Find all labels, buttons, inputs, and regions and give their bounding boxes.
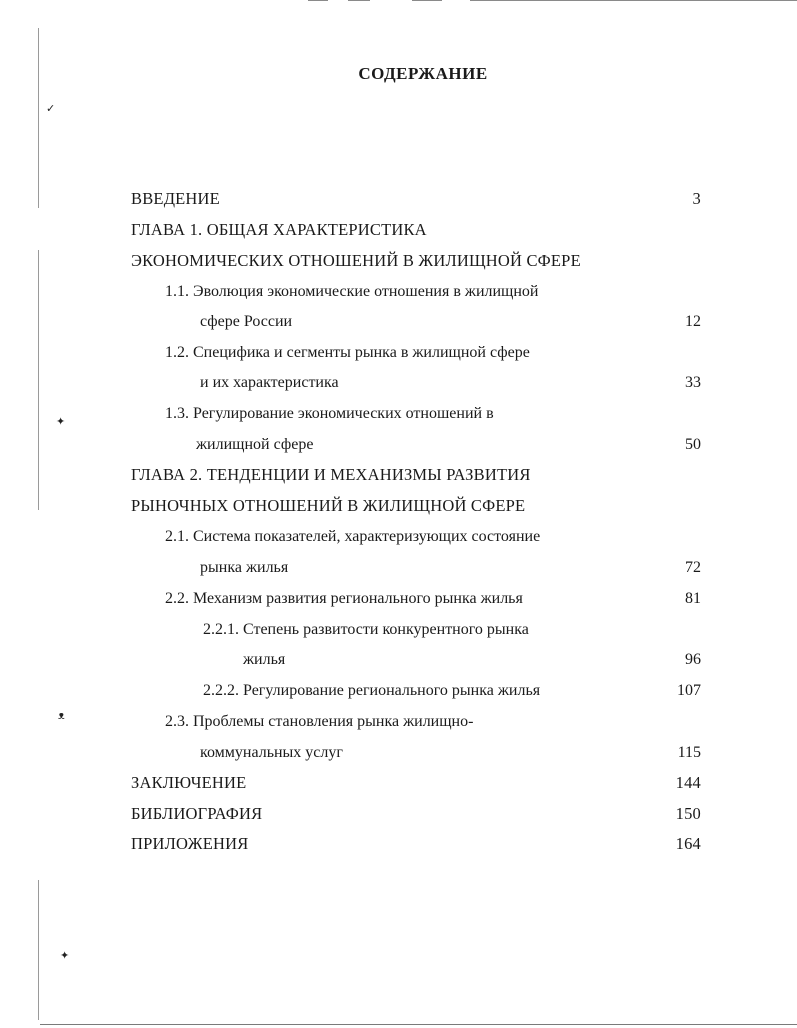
toc-section-2-2 bbox=[131, 587, 701, 611]
toc-page-number: 33 bbox=[685, 374, 701, 391]
toc-entry-label: 1.2. Специфика и сегменты рынка в жилищной сфере bbox=[165, 344, 530, 361]
toc-entry-label: 2.2.1. Степень развитости конкурентного рынка bbox=[203, 621, 529, 638]
toc-chapter-2-cont bbox=[131, 494, 701, 518]
toc-entry-label: 2.2. Механизм развития регионального рынка жилья bbox=[165, 590, 523, 607]
toc-page-number: 150 bbox=[675, 804, 701, 823]
toc-page-number: 81 bbox=[685, 590, 701, 607]
toc-entry-label: ГЛАВА 2. ТЕНДЕНЦИИ И МЕХАНИЗМЫ РАЗВИТИЯ bbox=[131, 465, 531, 484]
toc-entry-label: ГЛАВА 1. ОБЩАЯ ХАРАКТЕРИСТИКА bbox=[131, 220, 427, 239]
toc-entry-label: РЫНОЧНЫХ ОТНОШЕНИЙ В ЖИЛИЩНОЙ СФЕРЕ bbox=[131, 496, 526, 515]
toc-entry-conclusion bbox=[131, 771, 701, 795]
toc-section-2-3-cont bbox=[131, 741, 701, 765]
toc-section-2-2-2 bbox=[131, 679, 701, 703]
toc-section-1-3 bbox=[131, 402, 701, 426]
toc-entry-label: БИБЛИОГРАФИЯ bbox=[131, 804, 263, 823]
toc-chapter-1 bbox=[131, 218, 701, 242]
toc-entry-bibliography bbox=[131, 802, 701, 826]
toc-page-number: 96 bbox=[685, 651, 701, 668]
toc-page-number: 164 bbox=[675, 834, 701, 853]
toc-entry-intro bbox=[131, 187, 701, 211]
toc-entry-label: 2.3. Проблемы становления рынка жилищно- bbox=[165, 713, 474, 730]
scan-edge-line bbox=[348, 0, 370, 1]
toc-section-1-3-cont bbox=[131, 433, 701, 457]
toc-entry-label: 1.1. Эволюция экономические отношения в жилищной bbox=[165, 283, 539, 300]
toc-section-1-1 bbox=[131, 280, 701, 304]
toc-entry-appendices bbox=[131, 832, 701, 856]
scan-speck-icon: ᴥ bbox=[58, 709, 65, 722]
toc-entry-label: сфере России bbox=[200, 313, 293, 330]
toc-entry-label: ЭКОНОМИЧЕСКИХ ОТНОШЕНИЙ В ЖИЛИЩНОЙ СФЕРЕ bbox=[131, 251, 581, 270]
toc-entry-label: жилищной сфере bbox=[196, 436, 314, 453]
toc-entry-label: и их характеристика bbox=[200, 374, 339, 391]
toc-section-2-1-cont bbox=[131, 556, 701, 580]
toc-section-2-2-1 bbox=[131, 618, 701, 642]
toc-page-number: 107 bbox=[677, 682, 701, 699]
scan-edge-line bbox=[470, 0, 797, 1]
toc-entry-label: жилья bbox=[243, 651, 286, 668]
toc-entry-label: ЗАКЛЮЧЕНИЕ bbox=[131, 773, 247, 792]
scan-edge-line bbox=[308, 0, 328, 1]
toc-section-1-2-cont bbox=[131, 371, 701, 395]
toc-chapter-1-cont bbox=[131, 249, 701, 273]
toc-section-1-1-cont bbox=[131, 310, 701, 334]
toc-page-number: 50 bbox=[685, 436, 701, 453]
left-margin-line bbox=[38, 28, 39, 208]
page-title: СОДЕРЖАНИЕ bbox=[358, 64, 488, 83]
toc-section-2-3 bbox=[131, 710, 701, 734]
toc-entry-label: ПРИЛОЖЕНИЯ bbox=[131, 834, 249, 853]
toc-section-2-2-1-cont bbox=[131, 648, 701, 672]
bottom-rule bbox=[40, 1024, 797, 1025]
toc-chapter-2 bbox=[131, 463, 701, 487]
scan-speck-icon: ✓ bbox=[46, 102, 56, 115]
toc-entry-label: 1.3. Регулирование экономических отношений в bbox=[165, 405, 494, 422]
toc-section-1-2 bbox=[131, 341, 701, 365]
toc-entry-label: 2.1. Система показателей, характеризующих состояние bbox=[165, 528, 541, 545]
toc-entry-label: рынка жилья bbox=[200, 559, 289, 576]
scan-speck-icon: ✦ bbox=[60, 949, 70, 962]
toc-entry-label: 2.2.2. Регулирование регионального рынка жилья bbox=[203, 682, 541, 699]
toc-section-2-1 bbox=[131, 525, 701, 549]
toc-entry-label: ВВЕДЕНИЕ bbox=[131, 189, 220, 208]
scan-edge-line bbox=[412, 0, 442, 1]
left-margin-line bbox=[38, 250, 39, 510]
toc-entry-label: коммунальных услуг bbox=[200, 744, 343, 761]
toc-page-number: 115 bbox=[677, 744, 701, 761]
toc-page-number: 72 bbox=[685, 559, 701, 576]
left-margin-line bbox=[38, 880, 39, 1020]
toc-page-number: 3 bbox=[692, 189, 701, 208]
toc-page-number: 12 bbox=[685, 313, 701, 330]
scan-speck-icon: ✦ bbox=[56, 415, 66, 428]
toc-page-number: 144 bbox=[675, 773, 701, 792]
